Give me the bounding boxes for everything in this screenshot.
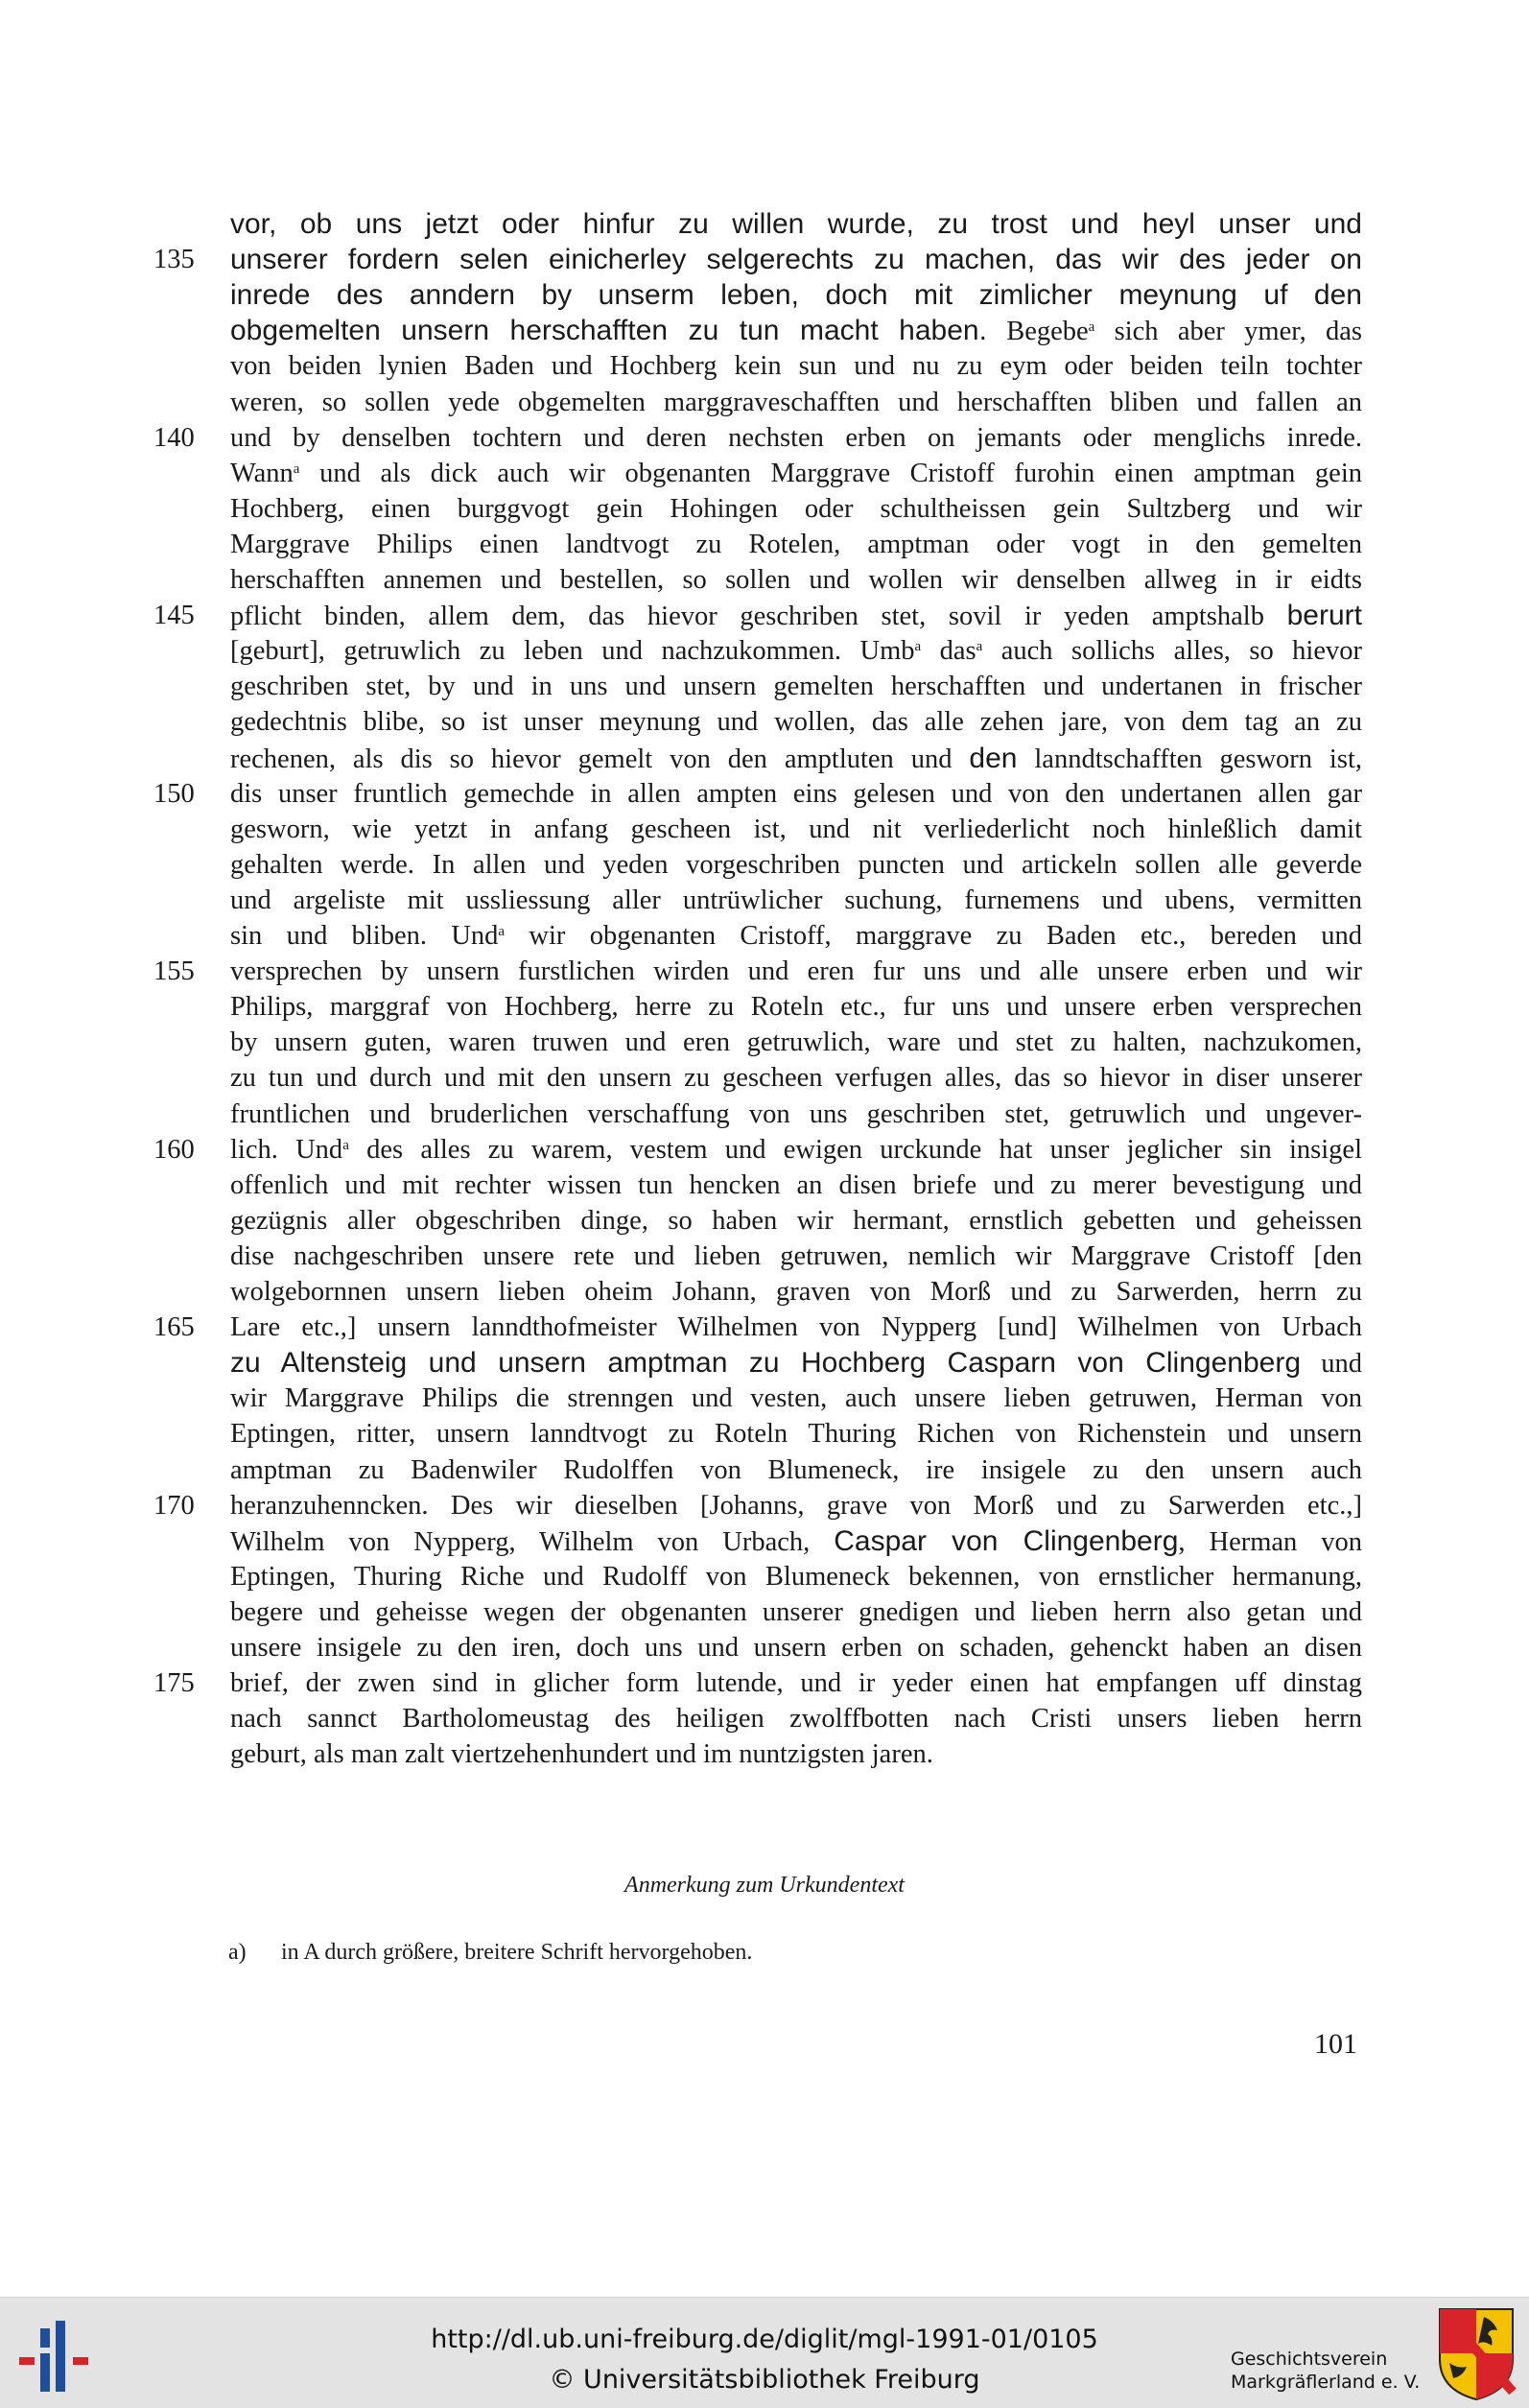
line-number: 170 xyxy=(153,1491,195,1521)
text-run: auch sollichs alles, so hievor xyxy=(982,636,1362,666)
emphasized-text: den xyxy=(969,743,1018,774)
coat-of-arms-icon xyxy=(1436,2305,1517,2401)
text-run: weren, so sollen yede obgemelten marggraveschafften und herschafften bliben und fallen an xyxy=(230,388,1362,417)
line-number: 165 xyxy=(153,1312,195,1342)
text-line xyxy=(230,1345,1362,1381)
text-line xyxy=(230,1310,1362,1345)
line-number: 145 xyxy=(153,601,195,630)
viewer-footer xyxy=(0,2297,1529,2408)
text-line xyxy=(230,633,1362,669)
text-line xyxy=(230,277,1362,313)
text-run: gedechtnis blibe, so ist unser meynung und wollen, das alle zehen jare, von dem tag an zu xyxy=(230,707,1362,737)
text-run: rechenen, als dis so hievor gemelt von den amptluten und xyxy=(230,744,970,774)
text-run: dis unser fruntlich gemechde in allen ampten eins gelesen und von den undertanen allen gar xyxy=(230,779,1362,809)
text-run: lanndtschafften gesworn ist, xyxy=(1017,744,1362,774)
text-line xyxy=(230,456,1362,491)
text-run: Wann xyxy=(230,459,294,488)
text-line xyxy=(230,1416,1362,1452)
text-run: und argeliste mit ussliessung aller untrüwlicher suchung, furnemens und ubens, vermitten xyxy=(230,885,1362,915)
text-run: Eptingen, Thuring Riche und Rudolff von Blumeneck bekennen, von ernstlicher hermanung, xyxy=(230,1562,1362,1592)
line-number: 135 xyxy=(153,245,195,274)
text-run: nach sannct Bartholomeustag des heiligen zwolffbotten nach Cristi unsers lieben herrn xyxy=(230,1704,1362,1734)
text-line xyxy=(230,741,1362,776)
text-run: amptman zu Badenwiler Rudolffen von Blumeneck, ire insigele zu den unsern auch xyxy=(230,1455,1362,1485)
text-line xyxy=(230,1097,1362,1132)
text-run: Eptingen, ritter, unsern lanndtvogt zu Roteln Thuring Richen von Richenstein und unsern xyxy=(230,1419,1362,1449)
text-line xyxy=(230,954,1362,989)
text-line xyxy=(230,491,1362,527)
line-number: 175 xyxy=(153,1668,195,1698)
text-run: wolgebornnen unsern lieben oheim Johann, graven von Morß und zu Sarwerden, herrn zu xyxy=(230,1277,1362,1307)
text-line xyxy=(230,812,1362,847)
permalink-url[interactable]: http://dl.ub.uni-freiburg.de/diglit/mgl-1991-01/0105 xyxy=(431,2325,1098,2354)
text-run: des alles zu warem, vestem und ewigen urckunde hat unser jeglicher sin insigel xyxy=(348,1135,1362,1165)
text-run: dise nachgeschriben unsere rete und lieben getruwen, nemlich wir Marggrave Cristoff [den xyxy=(230,1241,1362,1271)
text-line xyxy=(230,1381,1362,1416)
text-line xyxy=(230,1060,1362,1096)
text-run: begere und geheisse wegen der obgenanten unserer gnedigen und lieben herrn also getan und xyxy=(230,1597,1362,1627)
emphasized-text: vor, ob uns jetzt oder hinfur zu willen wurde, zu trost und heyl unser und xyxy=(230,208,1362,240)
footnote-text: in A durch größere, breitere Schrift hervorgehoben. xyxy=(281,1940,753,1965)
text-line xyxy=(230,1488,1362,1523)
text-line xyxy=(230,1025,1362,1060)
text-line xyxy=(230,918,1362,954)
text-run: Marggrave Philips einen landtvogt zu Rotelen, amptman oder vogt in den gemelten xyxy=(230,530,1362,559)
text-line xyxy=(230,598,1362,633)
emphasized-text: unserer fordern selen einicherley selgerechts zu machen, das wir des jeder on xyxy=(230,244,1362,275)
text-run: wir Marggrave Philips die strenngen und vesten, auch unsere lieben getruwen, Herman von xyxy=(230,1383,1362,1413)
line-number: 150 xyxy=(153,779,195,809)
text-line xyxy=(230,989,1362,1025)
text-run: und by denselben tochtern und deren nechsten erben on jemants oder menglichs inrede. xyxy=(230,423,1362,453)
text-line xyxy=(230,847,1362,883)
text-run: geburt, als man zalt viertzehenhundert und im nuntzigsten jaren. xyxy=(230,1739,933,1769)
text-line xyxy=(230,348,1362,384)
text-run: offenlich und mit rechter wissen tun hencken an disen briefe und zu merer bevestigung und xyxy=(230,1170,1362,1200)
text-line xyxy=(230,242,1362,277)
footnote-marker: a xyxy=(976,639,983,654)
text-run: gesworn, wie yetzt in anfang gescheen ist, und nit verliederlicht noch hinleßlich damit xyxy=(230,814,1362,844)
text-run: geschriben stet, by und in uns und unsern gemelten herschafften und undertanen in frischer xyxy=(230,672,1362,701)
society-name-line2: Markgräflerland e. V. xyxy=(1231,2372,1421,2393)
text-line xyxy=(230,1239,1362,1274)
text-run: gehalten werde. In allen und yeden vorgeschriben puncten und artickeln sollen alle geverde xyxy=(230,850,1362,880)
note-heading: Anmerkung zum Urkundentext xyxy=(624,1873,905,1898)
emphasized-text: obgemelten unsern herschafften zu tun macht haben. xyxy=(230,315,987,346)
text-line xyxy=(230,206,1362,242)
footnote-mark: a) xyxy=(228,1940,247,1965)
text-line xyxy=(230,1559,1362,1594)
text-run: wir obgenanten Cristoff, marggrave zu Baden etc., bereden und xyxy=(505,921,1363,951)
emphasized-text: inrede des anndern by unserm leben, doch mit zimlicher meynung uf den xyxy=(230,279,1362,311)
text-run: Wilhelm von Nypperg, Wilhelm von Urbach, xyxy=(230,1527,835,1557)
line-number: 160 xyxy=(153,1135,195,1165)
emphasized-text: Caspar von Clingenberg xyxy=(834,1525,1179,1557)
text-line xyxy=(230,420,1362,456)
text-line xyxy=(230,1523,1362,1559)
text-run: fruntlichen und bruderlichen verschaffung von uns geschriben stet, getruwlich und ungever- xyxy=(230,1099,1362,1129)
text-run: by unsern guten, waren truwen und eren getruwlich, ware und stet zu halten, nachzukomen, xyxy=(230,1027,1362,1057)
text-run: , Herman von xyxy=(1178,1527,1362,1557)
text-line xyxy=(230,562,1362,598)
text-run: gezügnis aller obgeschriben dinge, so haben wir hermant, ernstlich gebetten und geheissen xyxy=(230,1206,1362,1236)
text-run: und als dick auch wir obgenanten Marggrave Cristoff furohin einen amptman gein xyxy=(299,459,1362,488)
text-line xyxy=(230,704,1362,740)
text-run: pflicht binden, allem dem, das hievor geschriben stet, sovil ir yeden amptshalb xyxy=(230,602,1287,631)
page-number: 101 xyxy=(1314,2028,1357,2060)
text-line xyxy=(230,1701,1362,1736)
text-line xyxy=(230,527,1362,562)
text-run: versprechen by unsern furstlichen wirden und eren fur uns und alle unsere erben und wir xyxy=(230,956,1362,986)
text-run: von beiden lynien Baden und Hochberg kein sun und nu zu eym oder beiden teiln tochter xyxy=(230,351,1362,381)
text-run: unsere insigele zu den iren, doch uns und unsern erben on schaden, gehenckt haben an disen xyxy=(230,1633,1362,1663)
text-run: sin und bliben. Und xyxy=(230,921,499,951)
footnote-marker: a xyxy=(1088,319,1095,335)
text-line xyxy=(230,669,1362,704)
text-line xyxy=(230,1132,1362,1168)
text-line xyxy=(230,1665,1362,1701)
text-line xyxy=(230,313,1362,348)
emphasized-text: berurt xyxy=(1286,600,1362,631)
footnote-marker: a xyxy=(914,639,922,654)
text-run: Philips, marggraf von Hochberg, herre zu Roteln etc., fur uns und unsere erben versprechen xyxy=(230,992,1362,1022)
text-run: Begebe xyxy=(986,317,1089,346)
text-run: und xyxy=(1301,1349,1362,1379)
text-line xyxy=(230,1168,1362,1203)
text-run: Hochberg, einen burggvogt gein Hohingen oder schultheissen gein Sultzberg und wir xyxy=(230,494,1362,524)
text-run: sich aber ymer, das xyxy=(1094,317,1362,346)
text-line xyxy=(230,1203,1362,1239)
text-line xyxy=(230,1274,1362,1310)
text-line xyxy=(230,1452,1362,1488)
society-name-line1: Geschichtsverein xyxy=(1231,2349,1388,2370)
footnote-marker: a xyxy=(498,924,506,939)
text-line xyxy=(230,385,1362,420)
footnote xyxy=(228,1940,752,1966)
text-run: zu tun und durch und mit den unsern zu gescheen verfugen alles, das so hievor in diser unserer xyxy=(230,1063,1362,1093)
text-line xyxy=(230,883,1362,918)
line-number: 140 xyxy=(153,423,195,453)
text-run: [geburt], getruwlich zu leben und nachzukommen. Umb xyxy=(230,636,915,666)
text-run: lich. Und xyxy=(230,1135,343,1165)
line-number: 155 xyxy=(153,956,195,986)
text-line xyxy=(230,1630,1362,1665)
footnote-marker: a xyxy=(342,1138,349,1153)
text-run: Lare etc.,] unsern lanndthofmeister Wilhelmen von Nypperg [und] Wilhelmen von Urbach xyxy=(230,1312,1362,1342)
text-run: heranzuhenncken. Des wir dieselben [Johanns, grave von Morß und zu Sarwerden etc.,] xyxy=(230,1491,1362,1521)
society-name xyxy=(1231,2348,1420,2394)
text-run: brief, der zwen sind in glicher form lutende, und ir yeder einen hat empfangen uff dinstag xyxy=(230,1668,1362,1698)
text-line xyxy=(230,776,1362,812)
text-run: das xyxy=(921,636,976,666)
footnote-marker: a xyxy=(293,461,300,477)
copyright-notice: © Universitätsbibliothek Freiburg xyxy=(549,2365,980,2395)
text-line xyxy=(230,1594,1362,1630)
text-line xyxy=(230,1736,1362,1772)
text-run: herschafften annemen und bestellen, so sollen und wollen wir denselben allweg in ir eidts xyxy=(230,565,1362,595)
emphasized-text: zu Altensteig und unsern amptman zu Hochberg Casparn von Clingenberg xyxy=(230,1347,1301,1379)
